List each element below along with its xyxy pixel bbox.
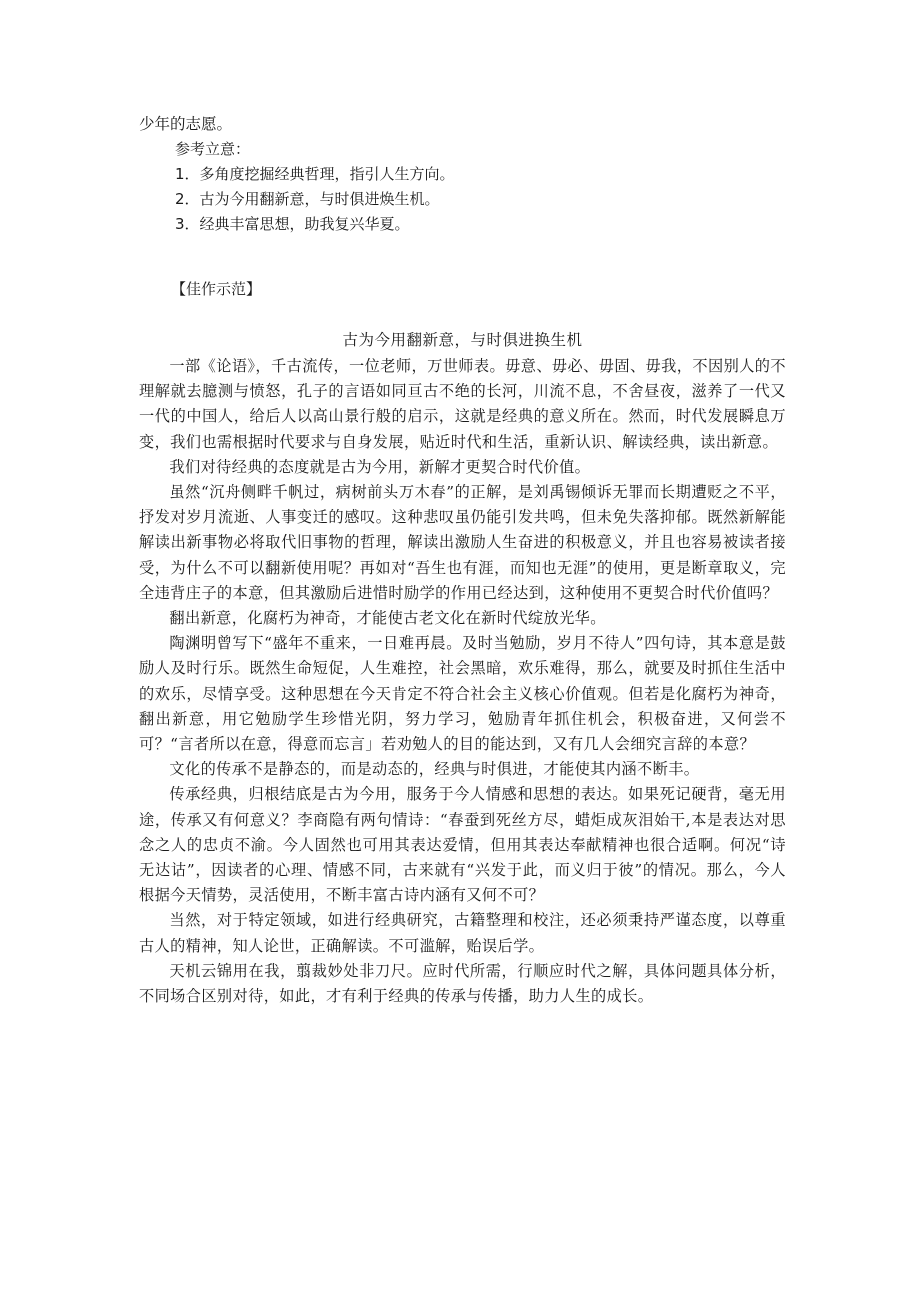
spacer: [139, 237, 786, 277]
reference-point-3: 3．经典丰富思想，助我复兴华夏。: [175, 215, 410, 233]
reference-label: 参考立意：: [175, 140, 251, 158]
essay-paragraph-1: 一部《论语》，千古流传，一位老师，万世师表。毋意、毋必、毋固、毋我，不因别人的不理解就去臆测与愤怒，孔子的言语如同亘古不绝的长河，川流不息，不舍昼夜，滋养了一代又一代的中国人，给后人以高山景行般的启示，这就是经典的意义所在。然而，时代发展瞬息万变，我们也需根据时代要求与自身发展，贴近时代和生活，重新认识、解读经典，读出新意。: [139, 357, 786, 451]
essay-paragraph-2: 我们对待经典的态度就是古为今用，新解才更契合时代价值。: [169, 457, 591, 476]
reference-point-1: 1．多角度挖掘经典哲理，指引人生方向。: [175, 165, 455, 183]
essay-paragraph-7: 传承经典，归根结底是古为今用，服务于今人情感和思想的表达。如果死记硬背，毫无用途，传承又有何意义？李商隐有两句情诗：“春蚕到死丝方尽，蜡炬成灰泪始干,本是表达对思念之人的忠贞不渝。今人固然也可用其表达爱情，但用其表达奉献精神也很合适啊。何况“诗无达诂”，因读者的心理、情感不同，古来就有“兴发于此，而义归于彼”的情况。那么，今人根据今天情势，灵活使用，不断丰富古诗内涵有又何不可？: [139, 785, 786, 905]
essay-paragraph-3: 虽然“沉舟侧畔千帆过，病树前头万木春”的正解，是刘禹锡倾诉无罪而长期遭贬之不平，抒发对岁月流逝、人事变迁的感叹。这种悲叹虽仍能引发共鸣，但未免失落抑郁。既然新解能解读出新事物必将取代旧事物的哲理，解读出激励人生奋进的积极意义，并且也容易被读者接受，为什么不可以翻新使用呢？再如对“吾生也有涯，而知也无涯”的使用，更是断章取义，完全违背庄子的本意，但其激励后进惜时励学的作用已经达到，这种使用不更契合时代价值吗？: [139, 483, 786, 602]
essay-paragraph-9: 天机云锦用在我，翦裁妙处非刀尺。应时代所需，行顺应时代之解，具体问题具体分析，不同场合区别对待，如此，才有利于经典的传承与传播，助力人生的成长。: [139, 961, 786, 1006]
essay-paragraph-6: 文化的传承不是静态的，而是动态的，经典与时俱进，才能使其内涵不断丰。: [169, 760, 700, 779]
essay-title: 古为今用翻新意，与时俱进换生机: [342, 331, 583, 349]
essay-paragraph-8: 当然，对于特定领域，如进行经典研究，古籍整理和校注，还必须秉持严谨态度，以尊重古人的精神，知人论世，正确解读。不可滥解，贻误后学。: [139, 911, 786, 955]
essay-paragraph-5: 陶渊明曾写下“盛年不重来，一日难再晨。及时当勉励，岁月不待人”四句诗，其本意是鼓励人及时行乐。既然生命短促，人生难控，社会黑暗，欢乐难得，那么，就要及时抓住生活中的欢乐，尽情享受。这种思想在今天肯定不符合社会主义核心价值观。但若是化腐朽为神奇，翻出新意，用它勉励学生珍惜光阴，努力学习，勉励青年抓住机会，积极奋进，又何尝不可？“言者所以在意，得意而忘言」若劝勉人的目的能达到，又有几人会细究言辞的本意？: [139, 634, 786, 754]
spacer: [139, 302, 786, 328]
essay-paragraph-4: 翻出新意，化腐朽为神奇，才能使古老文化在新时代绽放光华。: [169, 609, 606, 628]
continued-line: 少年的志愿。: [139, 115, 233, 133]
document-page: [139, 112, 786, 1009]
section-heading: 【佳作示范】: [171, 280, 262, 298]
reference-point-2: 2．古为今用翻新意，与时俱进焕生机。: [175, 190, 440, 208]
